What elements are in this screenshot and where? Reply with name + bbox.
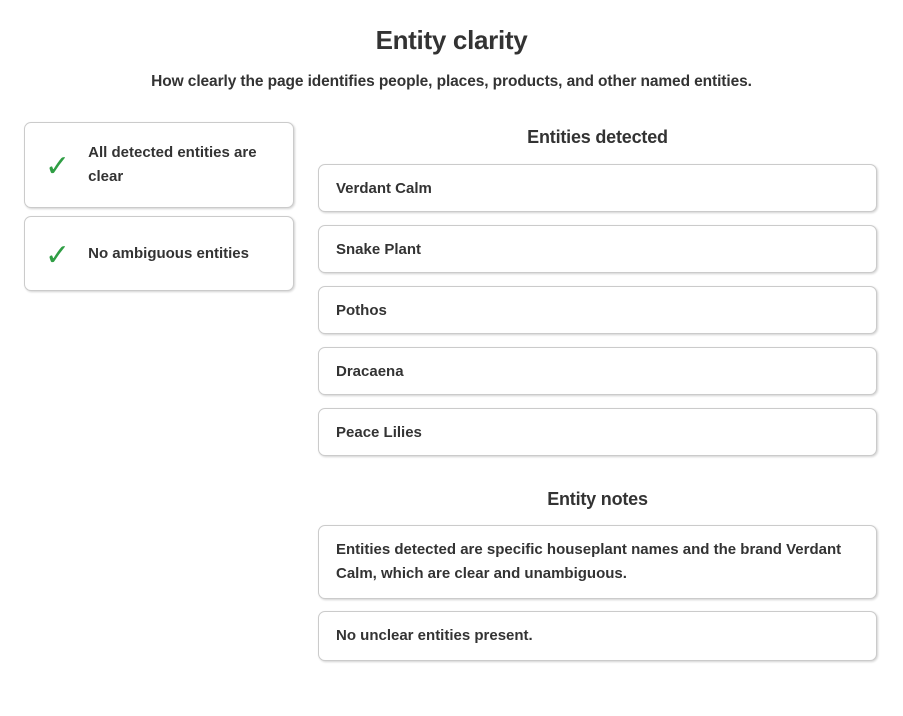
entity-item [318, 408, 877, 456]
entity-item [318, 164, 877, 212]
note-text: Entities detected are specific houseplant names and the brand Verdant Calm, which are clear and unambiguous. [336, 540, 842, 582]
check-label: All detected entities are clear [88, 144, 257, 186]
check-card-all-entities-clear [24, 122, 294, 208]
page-title: Entity clarity [375, 25, 528, 55]
note-text: No unclear entities present. [336, 626, 533, 644]
entity-name: Peace Lilies [336, 423, 422, 441]
page-subtitle: How clearly the page identifies people, places, products, and other named entities. [151, 72, 752, 90]
checks-panel [24, 122, 294, 291]
entity-name: Pothos [336, 301, 387, 319]
check-icon: ✓ [45, 238, 71, 272]
details-panel [318, 122, 877, 672]
entity-notes-heading: Entity notes [547, 489, 648, 510]
page [0, 26, 903, 673]
check-label: No ambiguous entities [88, 244, 249, 262]
main-content [0, 122, 903, 672]
entity-item [318, 225, 877, 273]
entity-name: Dracaena [336, 362, 404, 380]
entity-name: Snake Plant [336, 240, 422, 258]
entity-item [318, 347, 877, 395]
entity-item [318, 286, 877, 334]
entities-detected-heading: Entities detected [527, 127, 668, 148]
check-card-no-ambiguous-entities [24, 216, 294, 291]
entity-name: Verdant Calm [336, 179, 432, 197]
note-item [318, 525, 877, 599]
check-icon: ✓ [45, 150, 71, 184]
note-item [318, 611, 877, 661]
